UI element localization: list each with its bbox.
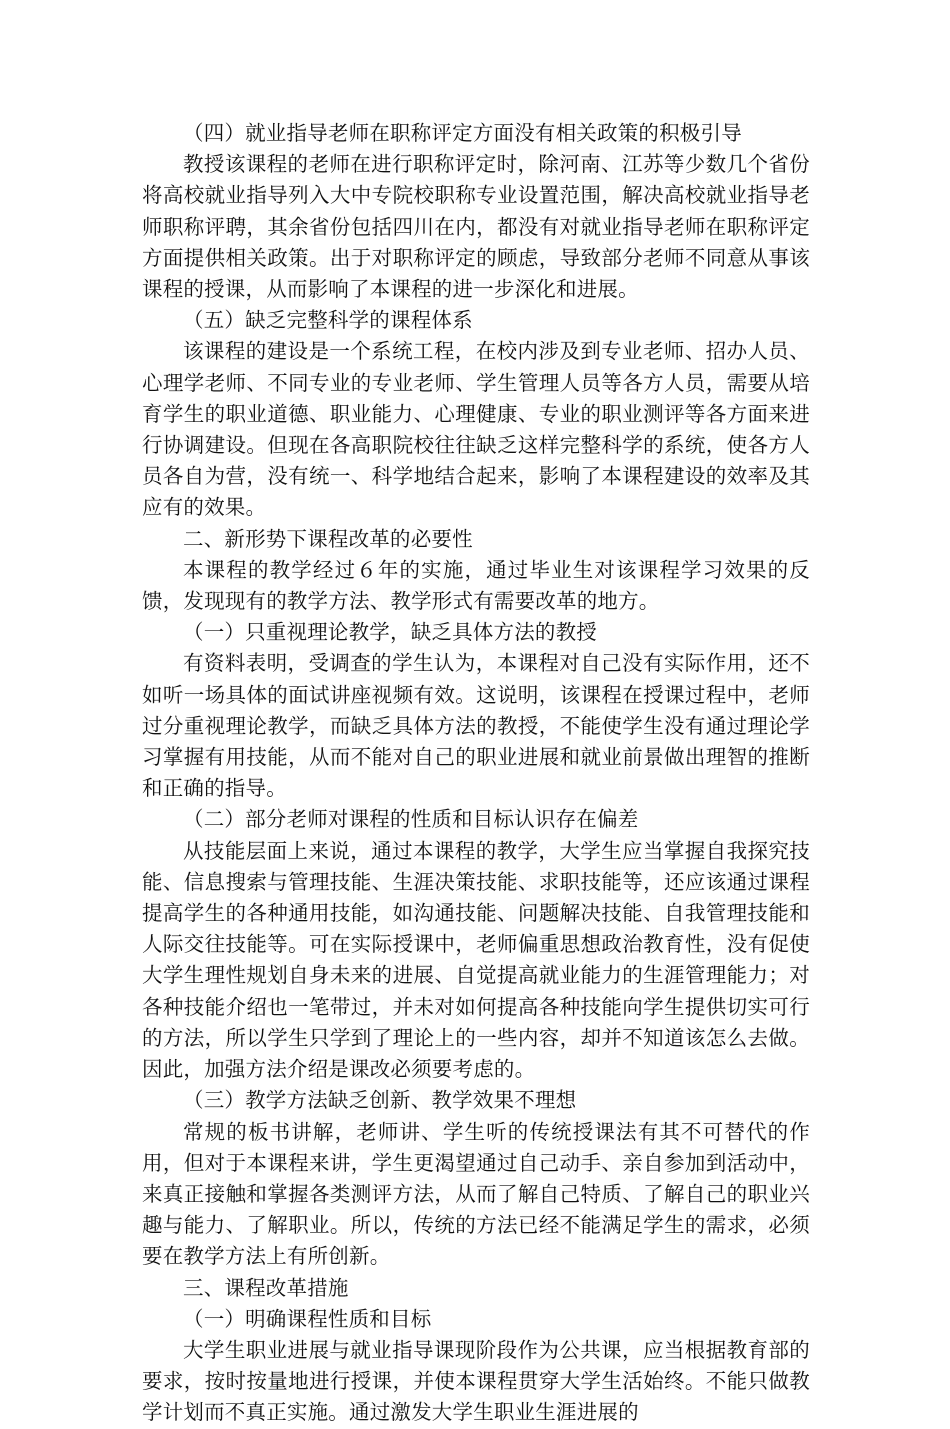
body-paragraph: 大学生职业进展与就业指导课现阶段作为公共课，应当根据教育部的要求，按时按量地进行授课，并使本课程贯穿大学生活始终。不能只做教学计划而不真正实施。通过激发大学生职业生涯进展的 — [142, 1337, 810, 1425]
body-paragraph: 有资料表明，受调查的学生认为，本课程对自己没有实际作用，还不如听一场具体的面试讲座视频有效。这说明，该课程在授课过程中，老师过分重视理论教学，而缺乏具体方法的教授，不能使学生没有通过理论学习掌握有用技能，从而不能对自己的职业进展和就业前景做出理智的推断和正确的指导。 — [142, 651, 810, 801]
section-heading-1b: （一）明确课程性质和目标 — [183, 1306, 432, 1331]
chapter-heading-2: 二、新形势下课程改革的必要性 — [183, 526, 473, 551]
body-paragraph: 教授该课程的老师在进行职称评定时，除河南、江苏等少数几个省份将高校就业指导列入大中专院校职称专业设置范围，解决高校就业指导老师职称评聘，其余省份包括四川在内，都没有对就业指导老师在职称评定方面提供相关政策。出于对职称评定的顾虑，导致部分老师不同意从事该课程的授课，从而影响了本课程的进一步深化和进展。 — [142, 152, 810, 302]
body-paragraph: 从技能层面上来说，通过本课程的教学，大学生应当掌握自我探究技能、信息搜索与管理技能、生涯决策技能、求职技能等，还应该通过课程提高学生的各种通用技能，如沟通技能、问题解决技能、自我管理技能和人际交往技能等。可在实际授课中，老师偏重思想政治教育性，没有促使大学生理性规划自身未来的进展、自觉提高就业能力的生涯管理能力；对各种技能介绍也一笔带过，并未对如何提高各种技能向学生提供切实可行的方法，所以学生只学到了理论上的一些内容，却并不知道该怎么去做。因此，加强方法介绍是课改必须要考虑的。 — [142, 838, 810, 1082]
document-body — [142, 118, 810, 1429]
body-paragraph: 常规的板书讲解，老师讲、学生听的传统授课法有其不可替代的作用，但对于本课程来讲，学生更渴望通过自己动手、亲自参加到活动中，来真正接触和掌握各类测评方法，从而了解自己特质、了解自己的职业兴趣与能力、了解职业。所以，传统的方法已经不能满足学生的需求，必须要在教学方法上有所创新。 — [142, 1119, 810, 1269]
body-paragraph: 本课程的教学经过６年的实施，通过毕业生对该课程学习效果的反馈，发现现有的教学方法、教学形式有需要改革的地方。 — [142, 557, 810, 614]
chapter-heading-3: 三、课程改革措施 — [183, 1275, 349, 1300]
section-heading-2: （二）部分老师对课程的性质和目标认识存在偏差 — [183, 807, 639, 832]
section-heading-5: （五）缺乏完整科学的课程体系 — [183, 308, 473, 333]
section-heading-4: （四）就业指导老师在职称评定方面没有相关政策的积极引导 — [183, 121, 742, 145]
section-heading-1: （一）只重视理论教学，缺乏具体方法的教授 — [183, 620, 597, 645]
body-paragraph: 该课程的建设是一个系统工程，在校内涉及到专业老师、招办人员、心理学老师、不同专业的专业老师、学生管理人员等各方人员，需要从培育学生的职业道德、职业能力、心理健康、专业的职业测评等各方面来进行协调建设。但现在各高职院校往往缺乏这样完整科学的系统，使各方人员各自为营，没有统一、科学地结合起来，影响了本课程建设的效率及其应有的效果。 — [142, 339, 810, 520]
section-heading-3: （三）教学方法缺乏创新、教学效果不理想 — [183, 1088, 577, 1113]
